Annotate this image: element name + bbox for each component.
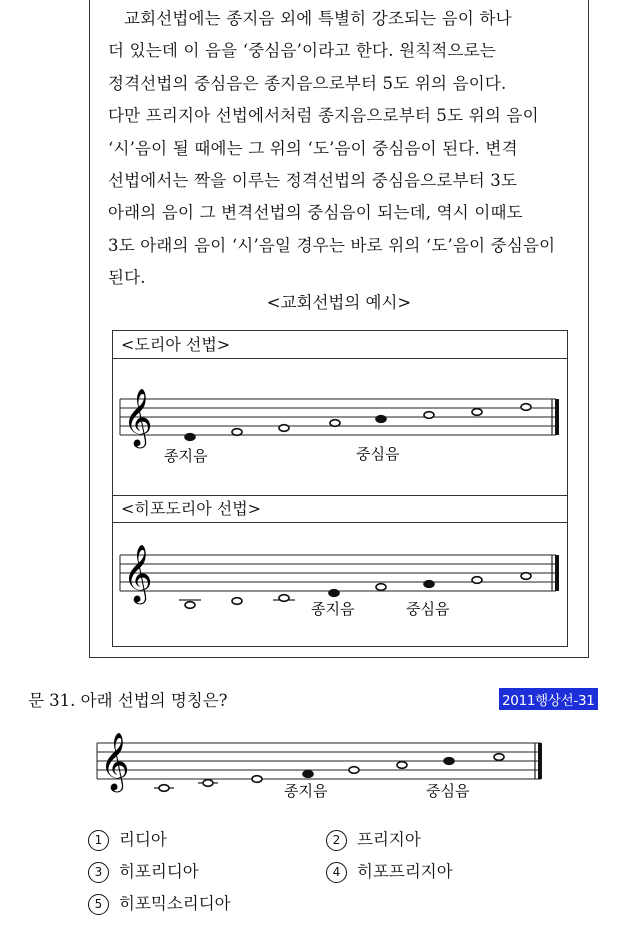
option-text: 히포리디아 <box>119 862 199 881</box>
option-3[interactable] <box>88 858 199 883</box>
passage-line: 정격선법의 중심음은 종지음으로부터 5도 위의 음이다. <box>108 73 507 93</box>
passage-line: 된다. <box>108 268 146 288</box>
center-label: 중심음 <box>406 600 450 618</box>
passage-line: ‘시’음이 될 때에는 그 위의 ‘도’음이 중심음이 된다. 변격 <box>108 138 518 158</box>
question-staff <box>94 730 564 800</box>
option-number: 4 <box>326 862 347 883</box>
option-number: 1 <box>88 830 109 851</box>
passage-line: 3도 아래의 음이 ‘시’음일 경우는 바로 위의 ‘도’음이 중심음이 <box>108 235 556 255</box>
hypodorian-staff <box>120 544 559 618</box>
final-label: 종지음 <box>311 600 355 618</box>
example-staves <box>113 331 569 648</box>
treble-clef-icon: 𝄞 <box>100 732 130 790</box>
option-2[interactable] <box>326 826 421 851</box>
passage-line: 아래의 음이 그 변격선법의 중심음이 되는데, 역시 이때도 <box>108 203 523 223</box>
dorian-staff <box>120 388 559 465</box>
final-label: 종지음 <box>164 447 208 465</box>
treble-clef-icon: 𝄞 <box>123 388 153 446</box>
passage-line: 교회선법에는 종지음 외에 특별히 강조되는 음이 하나 <box>124 9 512 28</box>
option-number: 5 <box>88 894 109 915</box>
example-caption: <교회선법의 예시> <box>266 293 412 312</box>
question-text: 문 31. 아래 선법의 명칭은? <box>28 691 228 710</box>
option-1[interactable] <box>88 826 167 851</box>
dorian-title: <도리아 선법> <box>113 331 567 359</box>
center-label: 중심음 <box>356 445 400 463</box>
final-label: 종지음 <box>284 782 328 800</box>
passage-line: 다만 프리지아 선법에서처럼 종지음으로부터 5도 위의 음이 <box>108 106 539 126</box>
passage-text <box>108 3 570 295</box>
option-text: 히포프리지아 <box>357 862 453 881</box>
option-text: 리디아 <box>119 830 167 849</box>
treble-clef-icon: 𝄞 <box>123 544 153 602</box>
passage-line: 선법에서는 짝을 이루는 정격선법의 중심음으로부터 3도 <box>108 171 518 191</box>
option-text: 히포믹소리디아 <box>119 894 231 913</box>
center-label: 중심음 <box>426 782 470 800</box>
option-number: 3 <box>88 862 109 883</box>
option-4[interactable] <box>326 858 453 883</box>
option-5[interactable] <box>88 890 231 915</box>
option-number: 2 <box>326 830 347 851</box>
mode-example-box <box>112 330 568 647</box>
question-badge: 2011행상선-31 <box>499 688 598 710</box>
passage-line: 더 있는데 이 음을 ‘중심음’이라고 한다. 원칙적으로는 <box>108 41 496 61</box>
hypodorian-title: <히포도리아 선법> <box>113 495 567 523</box>
option-text: 프리지아 <box>357 830 421 849</box>
